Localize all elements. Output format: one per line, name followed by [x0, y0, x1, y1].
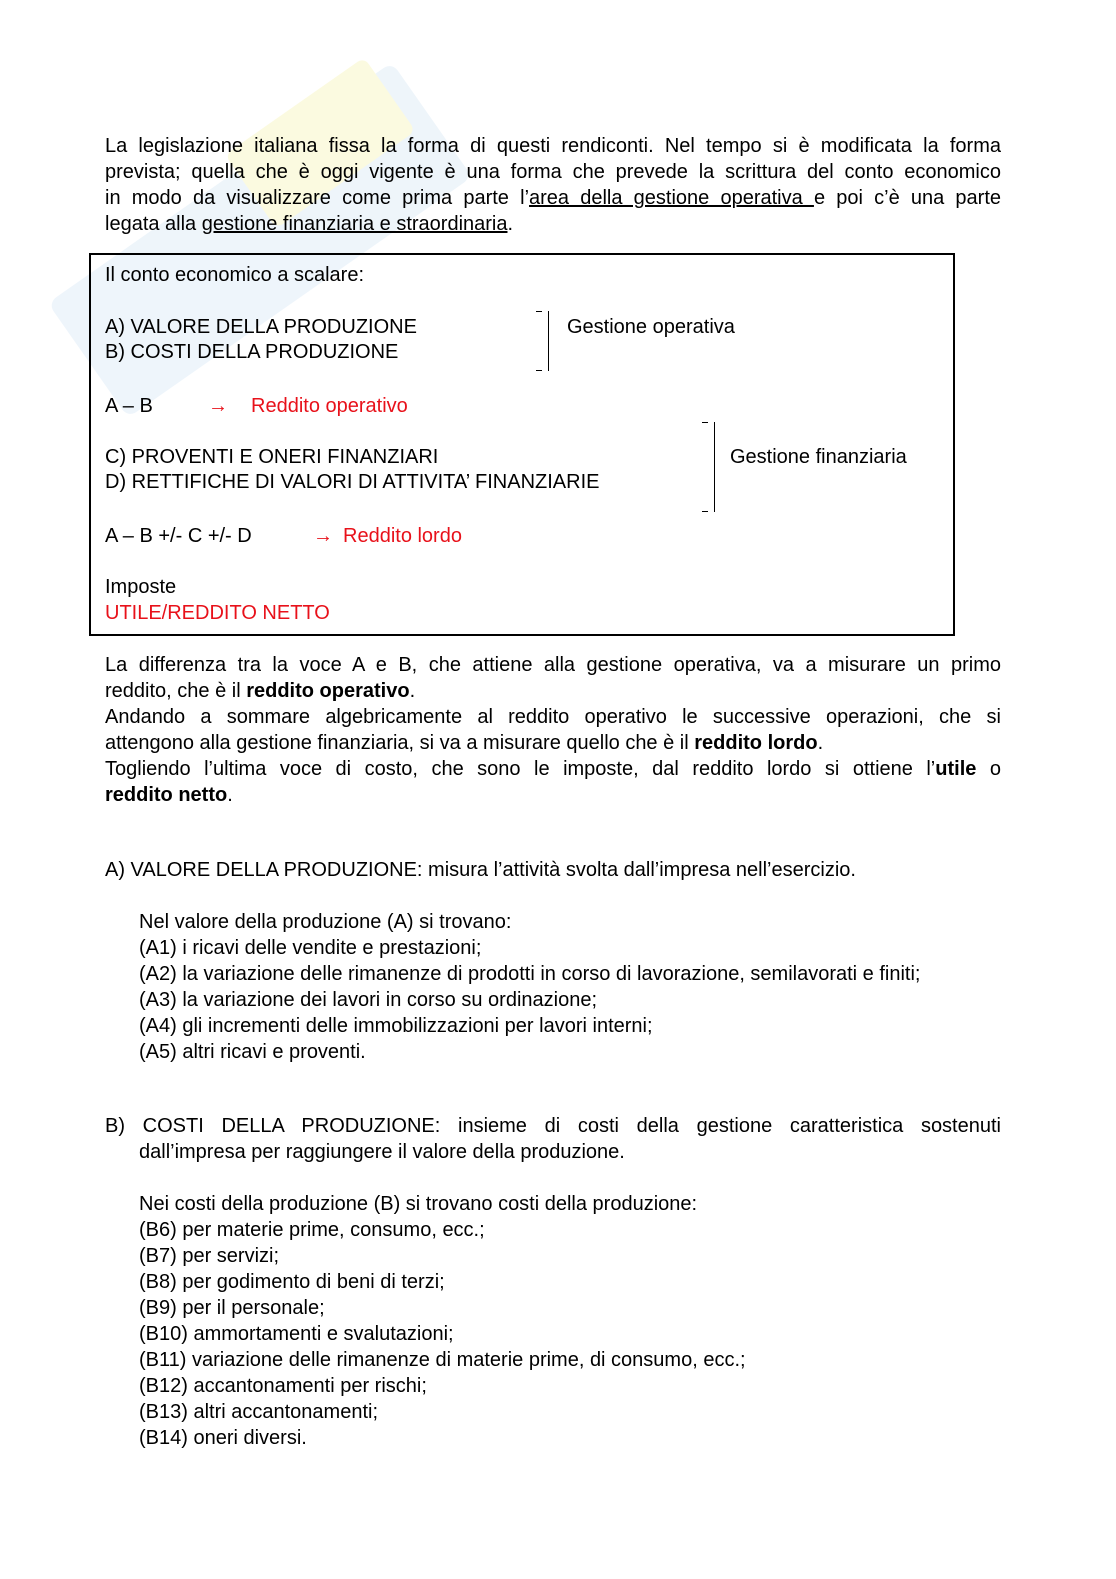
paragraph-line [105, 185, 1001, 211]
brace-gestione-operativa [542, 311, 549, 371]
item-c: C) PROVENTI E ONERI FINANZIARI [105, 446, 439, 468]
intro-paragraph [105, 133, 1001, 237]
list-item: (B6) per materie prime, consumo, ecc.; [139, 1219, 485, 1241]
box-title: Il conto economico a scalare: [105, 264, 365, 286]
list-item: (B11) variazione delle rimanenze di materie prime, di consumo, ecc.; [139, 1349, 746, 1371]
text-segment: gestione finanziaria e straordinaria [201, 213, 508, 235]
label-gestione-operativa: Gestione operativa [567, 316, 735, 338]
section-a-heading: A) VALORE DELLA PRODUZIONE: misura l’attività svolta dall’impresa nell’esercizio. [105, 859, 856, 881]
text-segment: . [507, 213, 514, 235]
utile-netto: UTILE/REDDITO NETTO [105, 602, 330, 624]
paragraph-line [105, 782, 1001, 808]
list-item: (B13) altri accantonamenti; [139, 1401, 379, 1423]
item-a: A) VALORE DELLA PRODUZIONE [105, 316, 417, 338]
list-item: (B8) per godimento di beni di terzi; [139, 1271, 445, 1293]
text-segment: utile [935, 758, 977, 780]
section-a-intro: Nel valore della produzione (A) si trovano: [139, 911, 512, 933]
text-segment: La differenza tra la voce A e B, che attiene alla gestione operativa, va a misurare un primo [105, 654, 1001, 676]
arrow-icon: → [208, 395, 228, 417]
list-item: (B14) oneri diversi. [139, 1427, 307, 1449]
text-segment: reddito netto [105, 784, 228, 806]
label-gestione-finanziaria: Gestione finanziaria [730, 446, 907, 468]
text-segment: . [409, 680, 416, 702]
text-segment: prevista; quella che è oggi vigente è una forma che prevede la scrittura del conto economico [105, 161, 1001, 183]
text-segment: . [227, 784, 233, 806]
text-segment: La legislazione italiana fissa la forma di questi rendiconti. Nel tempo si è modificata la forma [105, 135, 1001, 157]
text-segment: legata alla [105, 213, 202, 235]
brace-gestione-finanziaria [708, 422, 715, 512]
item-b: B) COSTI DELLA PRODUZIONE [105, 341, 399, 363]
list-item: (A2) la variazione delle rimanenze di prodotti in corso di lavorazione, semilavorati e finiti; [139, 963, 921, 985]
paragraph-line [105, 704, 1001, 730]
formula-reddito-lordo: A – B +/- C +/- D [105, 525, 252, 547]
text-segment: in modo da visualizzare come prima parte l’ [105, 187, 530, 209]
list-item: (A3) la variazione dei lavori in corso su ordinazione; [139, 989, 598, 1011]
a-minus-b: A – B [105, 395, 153, 417]
text-segment: Andando a sommare algebricamente al reddito operativo le successive operazioni, che si [105, 706, 1001, 728]
paragraph-line [105, 652, 1001, 678]
paragraph-line [105, 133, 1001, 159]
paragraph-line [105, 159, 1001, 185]
explanation-paragraph [105, 652, 1001, 808]
section-b [105, 1113, 1001, 1451]
list-item: (A5) altri ricavi e proventi. [139, 1041, 366, 1063]
text-segment: reddito, che è il [105, 680, 247, 702]
text-segment: o [976, 758, 1001, 780]
text-segment: . [817, 732, 824, 754]
paragraph-line [105, 211, 1001, 237]
paragraph-line [105, 730, 1001, 756]
list-item: (A4) gli incrementi delle immobilizzazioni per lavori interni; [139, 1015, 653, 1037]
arrow-icon: → [313, 525, 333, 547]
text-segment: attengono alla gestione finanziaria, si va a misurare quello che è il [105, 732, 695, 754]
reddito-lordo: Reddito lordo [343, 525, 462, 547]
section-a [105, 857, 1001, 1065]
list-item: (A1) i ricavi delle vendite e prestazioni; [139, 937, 482, 959]
section-b-heading-cont: dall’impresa per raggiungere il valore della produzione. [139, 1141, 625, 1163]
text-segment: e poi c’è una parte [813, 187, 1002, 209]
reddito-operativo: Reddito operativo [251, 395, 408, 417]
section-b-intro: Nei costi della produzione (B) si trovano costi della produzione: [139, 1193, 698, 1215]
paragraph-line [105, 678, 1001, 704]
item-d: D) RETTIFICHE DI VALORI DI ATTIVITA’ FINANZIARIE [105, 471, 600, 493]
paragraph-line [105, 756, 1001, 782]
list-item: (B7) per servizi; [139, 1245, 280, 1267]
text-segment: reddito lordo [694, 732, 818, 754]
text-segment: area della gestione operativa [529, 187, 814, 209]
text-segment: reddito operativo [246, 680, 410, 702]
list-item: (B9) per il personale; [139, 1297, 325, 1319]
imposte: Imposte [105, 576, 177, 598]
section-b-heading: B) COSTI DELLA PRODUZIONE: insieme di costi della gestione caratteristica sostenuti [105, 1115, 1001, 1137]
list-item: (B12) accantonamenti per rischi; [139, 1375, 427, 1397]
text-segment: Togliendo l’ultima voce di costo, che sono le imposte, dal reddito lordo si ottiene l’ [105, 758, 936, 780]
list-item: (B10) ammortamenti e svalutazioni; [139, 1323, 454, 1345]
